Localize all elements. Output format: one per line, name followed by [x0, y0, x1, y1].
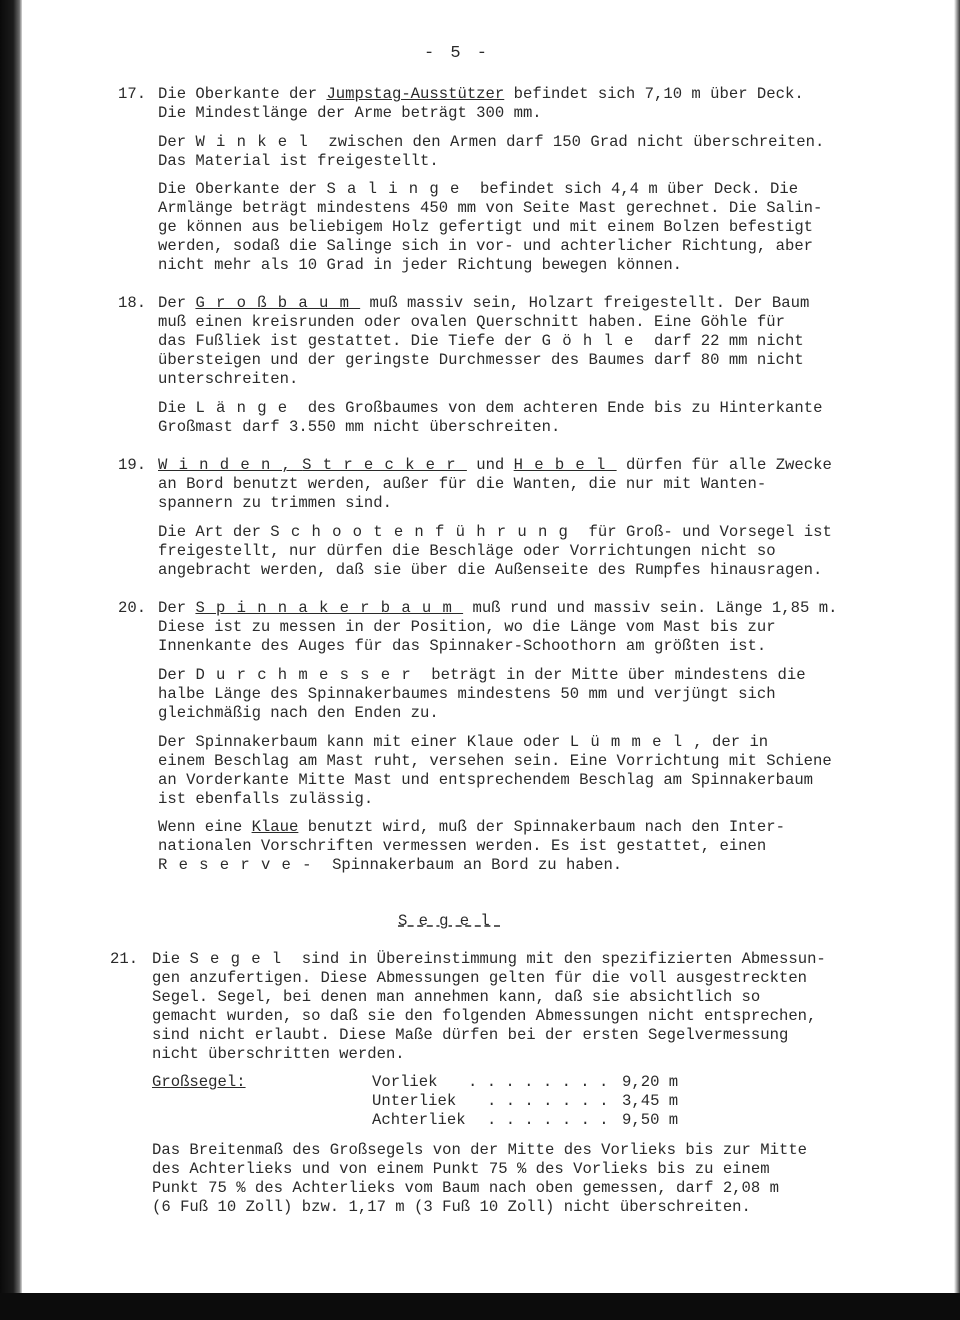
page-number: - 5 - [424, 44, 491, 63]
table-row-achterliek: Achterliek [372, 1111, 466, 1129]
term-salinge: Salinge [326, 180, 471, 198]
term-strecker: Strecker [302, 456, 467, 474]
table-row-achterliek-value: 9,50 m [622, 1111, 679, 1129]
table-label-grosssegel: Großsegel: [152, 1073, 246, 1091]
term-schootenfuehrung: Schootenführung [270, 523, 580, 541]
paragraph-21-2: Das Breitenmaß des Großsegels von der Mitte des Vorlieks bis zur Mitte des Achterlieks und von einem Punkt 75 % des Vorlieks bis zu einem Punkt 75 % des Achterlieks vom Baum nach oben gemessen, darf 2,08 m (6 Fuß 10 Zoll) bzw. 1,17 m (3 Fuß 10 Zoll) nicht überschreiten. [152, 1141, 808, 1216]
table-row-unterliek-value: 3,45 m [622, 1092, 679, 1110]
paragraph-20-4: Wenn eine Klaue benutzt wird, muß der Spinnakerbaum nach den Inter- nationalen Vorschriften vermessen werden. Es ist gestattet, einen Reserve- Spinnakerbaum an Bord zu haben. [158, 818, 785, 874]
paragraph-19-1: Winden,Strecker und Hebel dürfen für alle Zwecke an Bord benutzt werden, außer für die Wanten, die nur mit Wanten- spannern zu trimmen sind. [158, 456, 832, 512]
term-winden: Winden, [158, 456, 303, 474]
term-segel: Segel [189, 950, 293, 968]
paragraph-20-2: Der Durchmesser beträgt in der Mitte über mindestens die halbe Länge des Spinnakerbaumes mindestens 50 mm und verjüngt sich gleichmäßig nach den Enden zu. [158, 666, 806, 722]
paragraph-18-2: Die Länge des Großbaumes von dem achteren Ende bis zu Hinterkante Großmast darf 3.550 mm nicht überschreiten. [158, 399, 823, 436]
term-klaue: Klaue [251, 818, 299, 836]
paragraph-20-1: Der Spinnakerbaum muß rund und massiv sein. Länge 1,85 m. Diese ist zu messen in der Position, wo die Länge vom Mast bis zur Innenkante des Auges für das Spinnaker-Schoothorn am größten ist. [158, 599, 838, 655]
section-number-21: 21. [110, 950, 139, 968]
term-spinnakerbaum: Spinnakerbaum [195, 599, 464, 617]
paragraph-17-2: Der Winkel zwischen den Armen darf 150 Grad nicht überschreiten. Das Material ist freigestellt. [158, 133, 825, 170]
section-number-20: 20. [118, 599, 147, 617]
section-number-19: 19. [118, 456, 147, 474]
scan-left-edge [0, 0, 22, 1320]
table-row-unterliek-dots: . . . . . . . [487, 1092, 609, 1110]
heading-segel: Segel [398, 912, 501, 930]
term-jumpstag: Jumpstag-Ausstützer [326, 85, 505, 103]
term-laenge: Länge [195, 399, 299, 417]
paragraph-17-3: Die Oberkante der Salinge befindet sich 4,4 m über Deck. Die Armlänge beträgt mindestens 450 mm von Seite Mast gerechnet. Die Salin- ge können aus beliebigem Holz gefertigt und mit einem Bolzen befestigt werden, sodaß die Salinge sich in vor- und achterlicher Richtung, aber nicht mehr als 10 Grad in jeder Richtung bewegen können. [158, 180, 823, 274]
term-winkel: Winkel [195, 133, 319, 151]
section-number-18: 18. [118, 294, 147, 312]
paragraph-19-2: Die Art der Schootenführung für Groß- und Vorsegel ist freigestellt, nur dürfen die Beschläge oder Vorrichtungen nicht so angebracht werden, daß sie über die Außenseite des Rumpfes hinausragen. [158, 523, 832, 579]
term-durchmesser: Durchmesser [195, 666, 422, 684]
paragraph-20-3: Der Spinnakerbaum kann mit einer Klaue oder Lümmel, der in einem Beschlag am Mast ruht, versehen sein. Eine Vorrichtung mit Schiene an Vorderkante Mitte Mast und entsprechendem Beschlag am Spinnakerbaum ist ebenfalls zulässig. [158, 733, 832, 808]
paragraph-21-1: Die Segel sind in Übereinstimmung mit den spezifizierten Abmessun- gen anzufertigen. Diese Abmessungen gelten für die voll ausgestreckten Segel. Segel, bei denen man annehmen kann, daß sie absichtlich so gemacht wurden, so daß sie den folgenden Abmessungen nicht entsprechen, sind nicht erlaubt. Diese Maße dürfen bei der ersten Segelvermessung nicht überschritten werden. [152, 950, 826, 1063]
term-reserve: Reserve- [158, 856, 323, 874]
paragraph-18-1: Der Großbaum muß massiv sein, Holzart freigestellt. Der Baum muß einen kreisrunden oder ovalen Querschnitt haben. Eine Göhle für das Fußliek ist gestattet. Die Tiefe der Göhle darf 22 mm nicht übersteigen und der geringste Durchmesser des Baumes darf 80 mm nicht unterschreiten. [158, 294, 810, 388]
table-row-unterliek: Unterliek [372, 1092, 457, 1110]
section-number-17: 17. [118, 85, 147, 103]
term-luemmel: Lümmel [569, 733, 694, 751]
term-hebel: Hebel [513, 456, 617, 474]
table-row-vorliek-dots: . . . . . . . . [468, 1073, 609, 1091]
table-row-achterliek-dots: . . . . . . . [487, 1111, 609, 1129]
paragraph-17-1: Die Oberkante der Jumpstag-Ausstützer befindet sich 7,10 m über Deck. Die Mindestlänge der Arme beträgt 300 mm. [158, 85, 804, 122]
table-row-vorliek: Vorliek [372, 1073, 438, 1091]
term-grossbaum: Großbaum [195, 294, 361, 312]
scan-bottom-edge [0, 1293, 960, 1320]
table-row-vorliek-value: 9,20 m [622, 1073, 679, 1091]
scan-right-edge [954, 0, 960, 1320]
term-goehle: Göhle [541, 332, 645, 350]
